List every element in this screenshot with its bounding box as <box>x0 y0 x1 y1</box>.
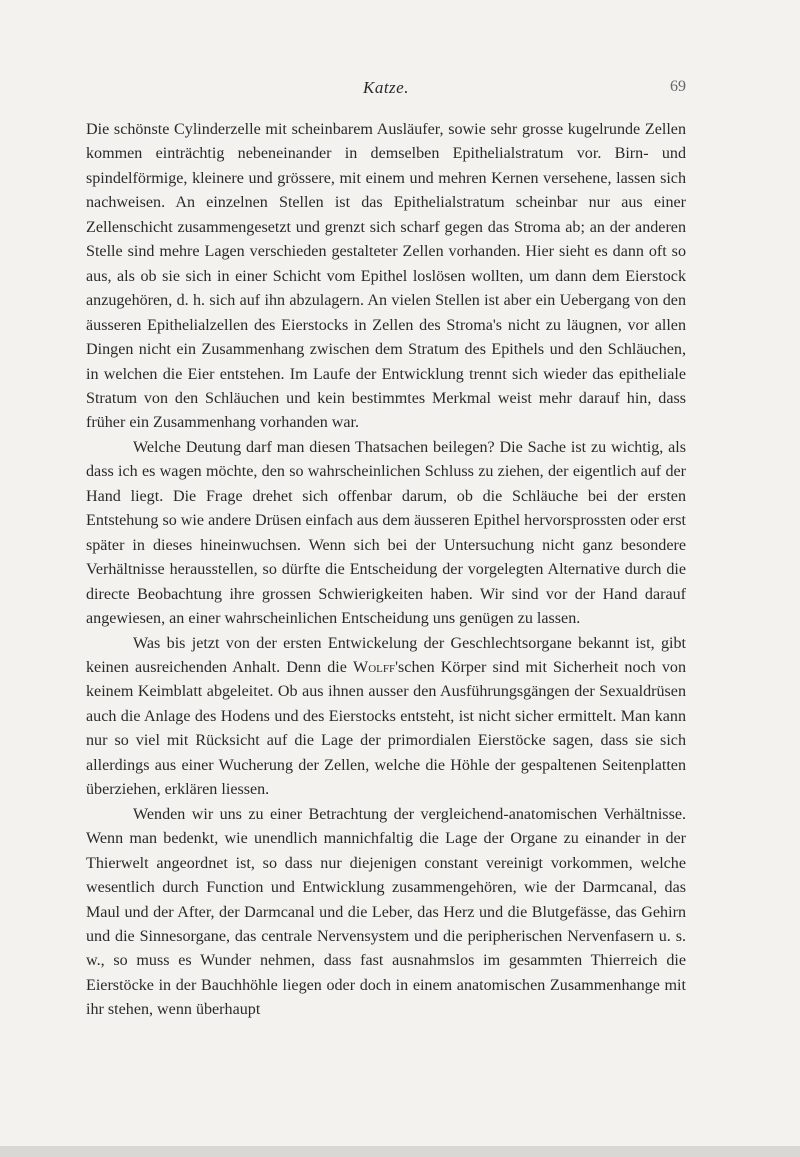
page-number: 69 <box>670 78 686 95</box>
page-header <box>86 78 686 102</box>
paragraph-3-text-before: Was bis jetzt von der ersten Entwickelung der Geschlechtsorgane bekannt ist, gibt keinen ausreichenden Anhalt. Denn die <box>86 634 686 676</box>
paragraph-2: Welche Deutung darf man diesen Thatsachen beilegen? Die Sache ist zu wichtig, als dass ich es wagen möchte, den so wahrscheinlichen Schluss zu ziehen, der eigentlich auf der Hand liegt. Die Frage drehet sich offenbar darum, ob die Schläuche bei der ersten Entstehung so wie andere Drüsen einfach aus dem äusseren Epithel hervorsprossten oder erst später in dieses hineinwuchsen. Wenn sich bei der Untersuchung nicht ganz besondere Verhältnisse herausstellen, so dürfte die Entscheidung der vorgelegten Alternative durch die directe Beobachtung ihre grossen Schwierigkeiten haben. Wir sind vor der Hand darauf angewiesen, an einer wahrscheinlichen Entscheidung uns genügen zu lassen. <box>86 438 686 628</box>
paragraph-4: Wenden wir uns zu einer Betrachtung der vergleichend-anatomischen Verhältnisse. Wenn man bedenkt, wie unendlich mannichfaltig die Lage der Organe zu einander in der Thierwelt angeordnet ist, so dass nur diejenigen constant vereinigt vorkommen, welche wesentlich durch Function und Entwicklung zusammengehören, wie der Darmcanal, das Maul und der After, der Darmcanal und die Leber, das Herz und die Blutgefässe, das Gehirn und die Sinnesorgane, das centrale Nervensystem und die peripherischen Nervenfasern u. s. w., so muss es Wunder nehmen, dass fast ausnahmslos im gesammten Thierreich die Eierstöcke in der Bauchhöhle liegen oder doch in einem anatomischen Zusammenhange mit ihr stehen, wenn überhaupt <box>86 805 686 1019</box>
body-text <box>86 118 686 1023</box>
paragraph-3-text-after: 'schen Körper sind mit Sicherheit noch von keinem Keimblatt abgeleitet. Ob aus ihnen ausser den Ausführungsgängen der Sexualdrüsen auch die Anlage des Hodens und des Eierstocks entsteht, ist nicht sicher ermittelt. Man kann nur so viel mit Rücksicht auf die Lage der primordialen Eierstöcke sagen, dass sie sich allerdings aus einer Wucherung der Zellen, welche die Höhle der gespaltenen Seitenplatten überziehen, erklären liessen. <box>86 658 686 799</box>
paragraph-3 <box>86 632 686 803</box>
paragraph-1: Die schönste Cylinderzelle mit scheinbarem Ausläufer, sowie sehr grosse kugelrunde Zellen kommen einträchtig nebeneinander in demselben Epithelialstratum vor. Birn- und spindelförmige, kleinere und grössere, mit einem und mehren Kernen versehene, lassen sich nachweisen. An einzelnen Stellen ist das Epithelialstratum scheinbar nur aus einer Zellenschicht zusammengesetzt und grenzt sich scharf gegen das Stroma ab; an der anderen Stelle sind mehre Lagen verschieden gestalteter Zellen vorhanden. Hier sieht es dann oft so aus, als ob sie sich in einer Schicht vom Epithel loslösen wollten, um dann dem Eierstock anzugehören, d. h. sich auf ihn abzulagern. An vielen Stellen ist aber ein Uebergang von den äusseren Epithelialzellen des Eierstocks in Zellen des Stroma's nicht zu läugnen, vor allen Dingen nicht ein Zusammenhang zwischen dem Stratum des Epithels und den Schläuchen, in welchen die Eier entstehen. Im Laufe der Entwicklung trennt sich wieder das epitheliale Stratum von den Schläuchen und kein bestimmtes Merkmal weist mehr darauf hin, dass früher ein Zusammenhang vorhanden war. <box>86 121 686 432</box>
page-bottom-edge <box>0 1146 800 1157</box>
running-title: Katze. <box>363 78 409 97</box>
person-name-wolff: Wolff <box>353 658 396 676</box>
